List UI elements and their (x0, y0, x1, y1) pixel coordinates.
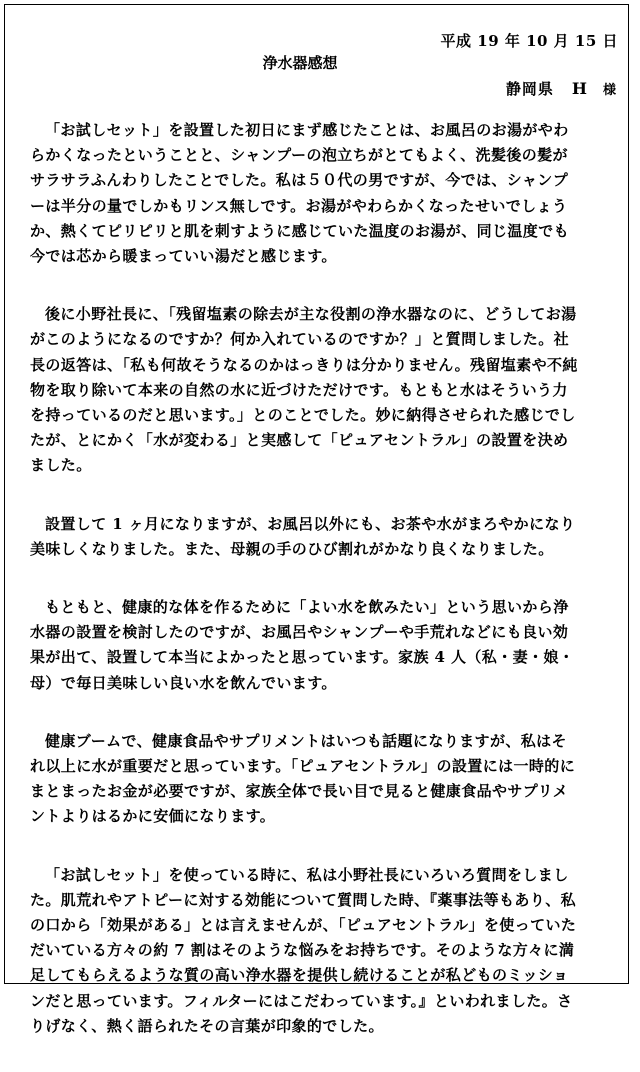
paragraph-3 (30, 512, 614, 562)
paragraph-line: 健康ブームで、健康食品やサプリメントはいつも話題になりますが、私はそ (45, 731, 567, 750)
paragraph-line: た。肌荒れやアトピーに対する効能について質問した時、『薬事法等もあり、私 (30, 890, 577, 909)
letter-date: 平成 19 年 10 月 15 日 (440, 32, 618, 50)
paragraph-line: だいている方々の約 7 割はそのような悩みをお持ちです。そのような方々に満 (30, 941, 575, 960)
paragraph-line: 果が出て、設置して本当によかったと思っています。家族 4 人（私・妻・娘・ (30, 648, 575, 667)
paragraph-line: の口から「効果がある」とは言えませんが、「ピュアセントラル」を使っていた (30, 916, 577, 935)
paragraph-2 (30, 302, 614, 478)
paragraph-5 (30, 729, 614, 830)
paragraph-line: 長の返答は、「私も何故そうなるのかはっきりは分かりません。残留塩素や不純 (30, 355, 578, 374)
paragraph-line: 水器の設置を検討したのですが、お風呂やシャンプーや手荒れなどにも良い効 (30, 623, 569, 642)
addressee-initial: H (571, 79, 587, 98)
paragraph-6 (30, 863, 614, 1039)
paragraph-line: りげなく、熱く語られたその言葉が印象的でした。 (30, 1016, 384, 1035)
paragraph-line: ンだと思っています。フィルターにはこだわっています。』といわれました。さ (30, 991, 573, 1010)
paragraph-line: がこのようになるのですか？何か入れているのですか？」と質問しました。社 (30, 330, 570, 349)
paragraph-line: 「お試しセット」を使っている時に、私は小野社長にいろいろ質問をしまし (45, 865, 569, 884)
paragraph-line: サラサラふんわりしたことでした。私は５０代の男ですが、今では、シャンプ (30, 171, 569, 190)
paragraph-line: たが、とにかく「水が変わる」と実感して「ピュアセントラル」の設置を決め (30, 431, 569, 450)
letter-body (30, 118, 614, 1072)
paragraph-line: 美味しくなりました。また、母親の手のひび割れがかなり良くなりました。 (30, 539, 554, 558)
paragraph-line: ました。 (30, 456, 92, 475)
paragraph-line: 「お試しセット」を設置した初日にまず感じたことは、お風呂のお湯がやわ (45, 121, 569, 139)
paragraph-line: か、熱くてピリピリと肌を刺すように感じていた温度のお湯が、同じ温度でも (30, 221, 570, 240)
paragraph-line: を持っているのだと思います。」とのことでした。妙に納得させられた感じでし (30, 406, 576, 425)
document-title: 浄水器感想 (262, 54, 338, 72)
paragraph-line: ーは半分の量でしかもリンス無しです。お湯がやわらかくなったせいでしょう (30, 196, 568, 215)
paragraph-4 (30, 595, 614, 696)
paragraph-line: れ以上に水が重要だと思っています。「ピュアセントラル」の設置には一時的に (30, 757, 576, 776)
addressee-honorific: 様 (602, 83, 616, 98)
addressee-prefecture: 静岡県 (505, 80, 554, 98)
paragraph-line: 設置して 1 ヶ月になりますが、お風呂以外にも、お茶や水がまろやかになり (45, 514, 576, 533)
paragraph-line: 今では芯から暖まっていい湯だと感じます。 (30, 247, 337, 266)
paragraph-line: 物を取り除いて本来の自然の水に近づけただけです。もともと水はそういう力 (30, 380, 568, 399)
paragraph-line: ントよりはるかに安価になります。 (30, 807, 276, 826)
addressee (506, 78, 616, 99)
paragraph-line: 後に小野社長に、「残留塩素の除去が主な役割の浄水器なのに、どうしてお湯 (45, 305, 577, 324)
paragraph-line: 足してもらえるような質の高い浄水器を提供し続けることが私どものミッショ (30, 966, 569, 985)
paragraph-line: 母）で毎日美味しい良い水を飲んでいます。 (30, 673, 337, 692)
paragraph-line: まとまったお金が必要ですが、家族全体で長い目で見ると健康食品やサプリメ (30, 782, 569, 801)
paragraph-1 (30, 118, 614, 269)
paragraph-line: らかくなったということと、シャンプーの泡立ちがとてもよく、洗髪後の髪が (30, 146, 568, 165)
paragraph-line: もともと、健康的な体を作るために「よい水を飲みたい」という思いから浄 (45, 598, 569, 617)
